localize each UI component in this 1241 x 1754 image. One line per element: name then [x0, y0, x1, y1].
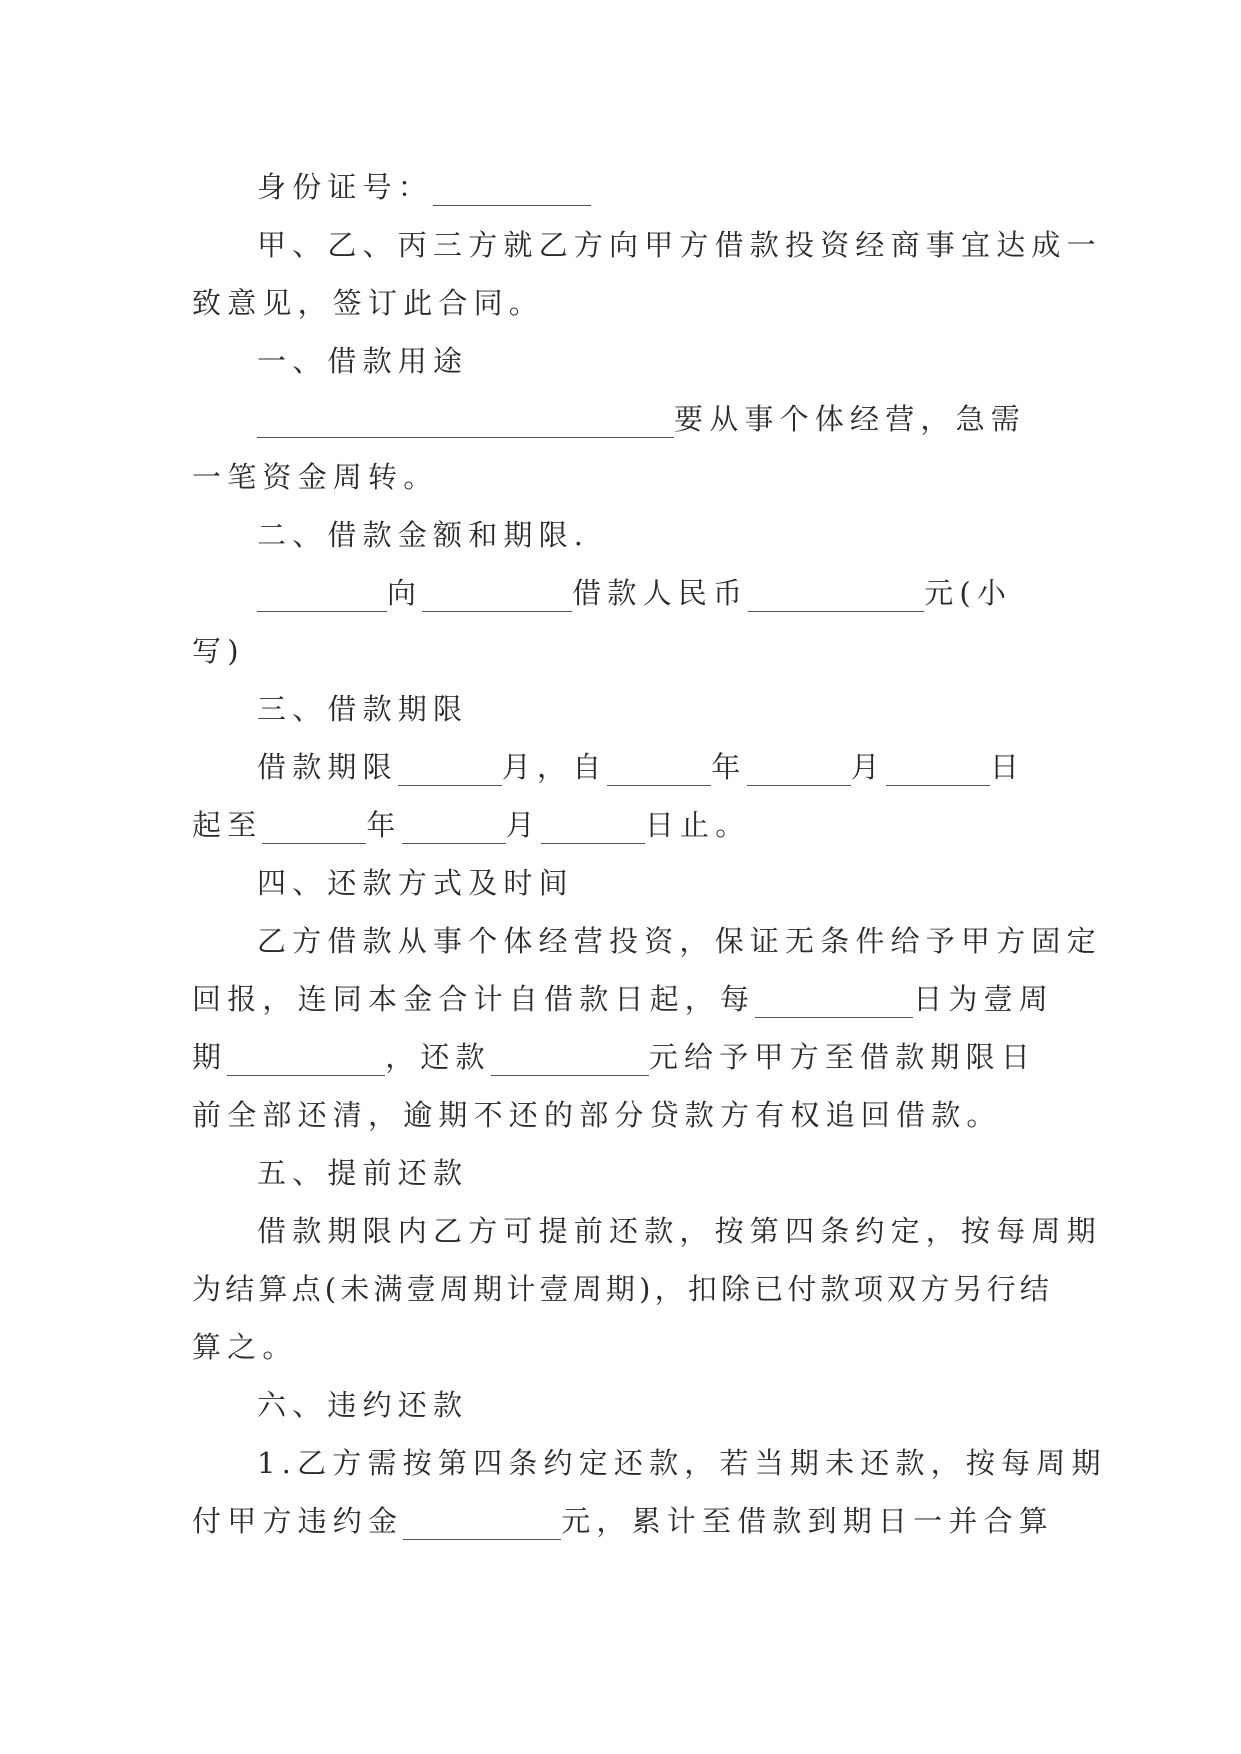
- section-3-heading: [192, 680, 1054, 738]
- term-line-2: [192, 796, 1054, 854]
- lender-blank: [257, 581, 387, 612]
- amount-text-rmb: 借款人民币: [572, 576, 749, 610]
- term-text-4: 月: [850, 750, 886, 784]
- intro-text-2: 致意见，签订此合同。: [192, 286, 545, 320]
- amount-text-xie: 写): [192, 634, 245, 668]
- early-line-3: [192, 1318, 1054, 1376]
- default-line-1: [192, 1434, 1107, 1492]
- period-days-blank: [755, 987, 913, 1018]
- term-text-6: 起至: [192, 808, 263, 842]
- early-text-3: 算之。: [192, 1330, 298, 1364]
- term-text-9: 日止。: [644, 808, 751, 842]
- section-1-heading: [192, 332, 1054, 390]
- repay-text-3: 日为壹周: [913, 982, 1054, 1016]
- id-number-line: [192, 158, 1054, 216]
- section-4-title: 四、还款方式及时间: [257, 866, 574, 900]
- term-text-1: 借款期限: [257, 750, 398, 784]
- start-day-blank: [886, 755, 990, 786]
- borrower-blank: [422, 581, 572, 612]
- intro-text-1: 甲、乙、丙三方就乙方向甲方借款投资经商事宜达成一: [257, 228, 1102, 262]
- term-text-2: 月，自: [501, 750, 608, 784]
- section-1-title: 一、借款用途: [257, 344, 469, 378]
- purpose-text-1: 要从事个体经营，急需: [674, 402, 1027, 436]
- default-line-2: [192, 1492, 1054, 1550]
- intro-line-2: [192, 274, 1054, 332]
- repay-line-1: [192, 912, 1102, 970]
- repay-amount-blank: [491, 1045, 649, 1076]
- amount-text-to: 向: [387, 576, 423, 610]
- default-text-2: 付甲方违约金: [192, 1504, 404, 1538]
- purpose-line-1: [192, 390, 1054, 448]
- amount-text-yuan: 元(小: [924, 576, 1013, 610]
- repay-text-7: 前全部还清，逾期不还的部分贷款方有权追回借款。: [192, 1098, 1002, 1132]
- start-year-blank: [607, 755, 711, 786]
- term-text-7: 年: [366, 808, 402, 842]
- term-text-8: 月: [505, 808, 541, 842]
- start-month-blank: [747, 755, 851, 786]
- id-number-blank: [433, 175, 591, 206]
- term-months-blank: [398, 755, 502, 786]
- repay-text-2: 回报，连同本金合计自借款日起，每: [192, 982, 756, 1016]
- early-line-1: [192, 1202, 1102, 1260]
- purpose-line-2: [192, 448, 1054, 506]
- repay-line-3: [192, 1028, 1054, 1086]
- term-line-1: [192, 738, 1054, 796]
- penalty-blank: [403, 1509, 561, 1540]
- purpose-text-2: 一笔资金周转。: [192, 460, 439, 494]
- repay-line-2: [192, 970, 1054, 1028]
- repay-line-4: [192, 1086, 1054, 1144]
- early-line-2: [192, 1260, 1054, 1318]
- contract-page: [192, 158, 1107, 1550]
- section-6-title: 六、违约还款: [257, 1388, 469, 1422]
- section-3-title: 三、借款期限: [257, 692, 469, 726]
- early-text-2: 为结算点(未满壹周期计壹周期)，扣除已付款项双方另行结: [192, 1272, 1054, 1306]
- section-2-title: 二、借款金额和期限.: [257, 518, 590, 552]
- section-4-heading: [192, 854, 1054, 912]
- section-5-title: 五、提前还款: [257, 1156, 469, 1190]
- purpose-blank: [257, 407, 674, 438]
- term-text-3: 年: [711, 750, 747, 784]
- section-6-heading: [192, 1376, 1054, 1434]
- repay-text-6: 元给予甲方至借款期限日: [648, 1040, 1037, 1074]
- intro-line-1: [192, 216, 1102, 274]
- repay-text-4: 期: [192, 1040, 228, 1074]
- amount-blank: [748, 581, 924, 612]
- default-text-3: 元，累计至借款到期日一并合算: [561, 1504, 1054, 1538]
- id-number-label: 身份证号：: [257, 170, 434, 204]
- section-5-heading: [192, 1144, 1054, 1202]
- amount-line-1: [192, 564, 1054, 622]
- section-2-heading: [192, 506, 1054, 564]
- amount-line-2: [192, 622, 1054, 680]
- period-blank: [227, 1045, 385, 1076]
- end-day-blank: [541, 813, 645, 844]
- end-year-blank: [262, 813, 366, 844]
- early-text-1: 借款期限内乙方可提前还款，按第四条约定，按每周期: [257, 1214, 1102, 1248]
- default-text-1: 1.乙方需按第四条约定还款，若当期未还款，按每周期: [257, 1446, 1107, 1480]
- term-text-5: 日: [989, 750, 1026, 784]
- repay-text-1: 乙方借款从事个体经营投资，保证无条件给予甲方固定: [257, 924, 1102, 958]
- end-month-blank: [402, 813, 506, 844]
- repay-text-5: ，还款: [385, 1040, 491, 1074]
